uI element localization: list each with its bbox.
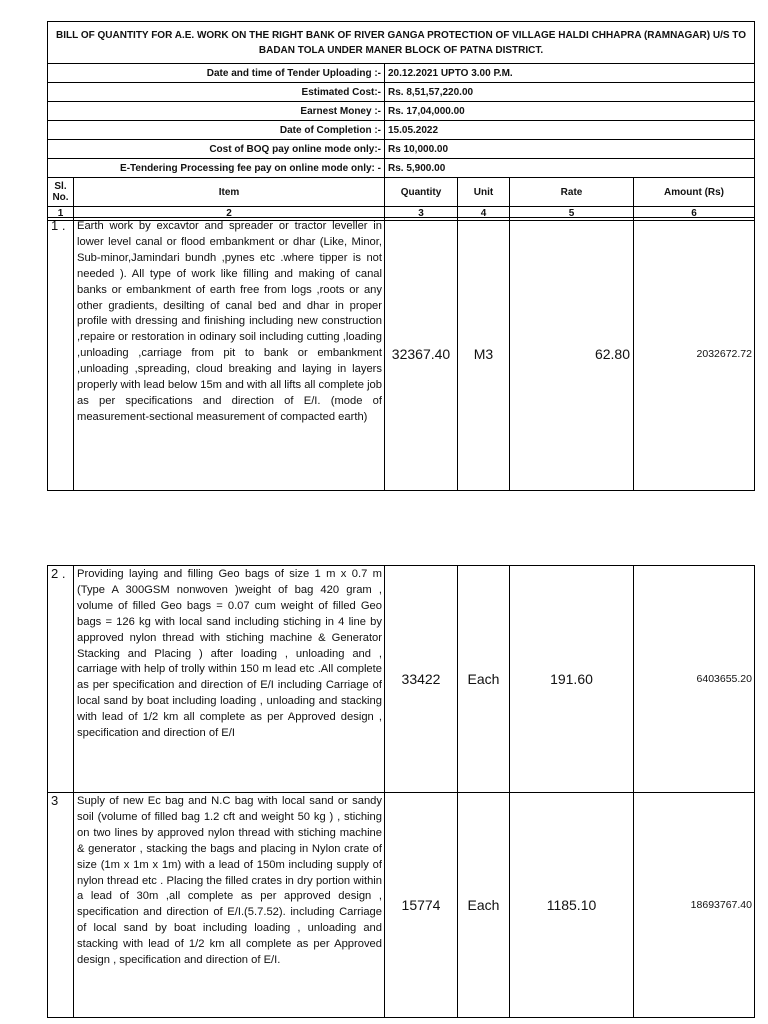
item-sl-number: 2 . [48,566,74,793]
info-value: Rs. 8,51,57,220.00 [385,83,755,102]
info-value: Rs. 17,04,000.00 [385,102,755,121]
item-description: Suply of new Ec bag and N.C bag with local sand or sandy soil (volume of filled bag 1.2 cft and weight 50 kg ) , stiching on two lines by approved nylon thread with stiching machine & generator , stacking the bags and placing in Nylon crate of size (1m x 1m x 1m) with a lead of 150m including supply of nylon thread etc . Placing the filled crates in dry portion within a lead of 30m ,all complete as per approved design , specification and direction of E/I.(5.7.52). including Carriage of local sand by boat including loading , unloading and stacking with lead of 1/2 km all complete as per Approved design , specification and direction of E/I. [74,793,385,1018]
table-row [48,218,755,491]
column-header-unit: Unit [458,178,510,207]
boq-items-table-page-1 [47,217,755,491]
boq-header-table [47,21,755,221]
item-sl-number: 3 [48,793,74,1018]
table-row [48,566,755,793]
info-row-earnest-money [48,102,755,121]
info-row-date-of-completion [48,121,755,140]
column-header-sl: Sl. No. [48,178,74,207]
item-rate: 1185.10 [510,793,634,1018]
info-label: Cost of BOQ pay online mode only:- [48,140,385,159]
column-number: 1 [48,207,74,221]
item-rate: 191.60 [510,566,634,793]
info-label: Estimated Cost:- [48,83,385,102]
item-quantity: 32367.40 [385,218,458,491]
column-header-quantity: Quantity [385,178,458,207]
item-amount: 6403655.20 [634,566,755,793]
info-value: 20.12.2021 UPTO 3.00 P.M. [385,64,755,83]
column-header-item: Item [74,178,385,207]
info-value: 15.05.2022 [385,121,755,140]
column-header-row [48,178,755,207]
item-rate: 62.80 [510,218,634,491]
item-unit: Each [458,793,510,1018]
item-quantity: 33422 [385,566,458,793]
boq-items-table-page-2 [47,565,755,1018]
item-amount: 2032672.72 [634,218,755,491]
column-header-amount: Amount (Rs) [634,178,755,207]
info-label: Date of Completion :- [48,121,385,140]
document-title: BILL OF QUANTITY FOR A.E. WORK ON THE RIGHT BANK OF RIVER GANGA PROTECTION OF VILLAGE HALDI CHHAPRA (RAMNAGAR) U/S TO BADAN TOLA UNDER MANER BLOCK OF PATNA DISTRICT. [48,22,755,64]
item-unit: M3 [458,218,510,491]
item-description: Earth work by excavtor and spreader or tractor leveller in lower level canal or flood embankment or dhar (Like, Minor, Sub-minor,Jamindari bundh ,pynes etc .where tipper is not needed ). All type of work like filling and making of canal banks or embankment of earth free from logs ,roots or any other gradients, desilting of canal bed and dhar in proper profile with dressing and finishing including new construction ,repaire or restoration in odinary soil including cutting ,loading ,unloading ,carriage from pit to bank or embankment ,unloading ,spreading, cloud breaking and laying in layers properly with lead below 15m and with all lifts all complete job as per specifications and direction of E/I. (mode of measurement-sectional measurement of compacted earth) [74,218,385,491]
column-number: 3 [385,207,458,221]
info-row-processing-fee [48,159,755,178]
info-row-tender-upload [48,64,755,83]
info-value: Rs. 5,900.00 [385,159,755,178]
info-label: Date and time of Tender Uploading :- [48,64,385,83]
column-number: 5 [510,207,634,221]
column-header-rate: Rate [510,178,634,207]
column-number: 2 [74,207,385,221]
column-number: 4 [458,207,510,221]
info-row-estimated-cost [48,83,755,102]
item-description: Providing laying and filling Geo bags of size 1 m x 0.7 m (Type A 300GSM nonwoven )weight of bag 420 gram , volume of filled Geo bags = 0.07 cum weight of filled Geo bags = 126 kg with local sand including stiching in 4 line by approved nylon thread with stiching machine & Generator Stacking and Placing ) after loading , unloading and , carriage with help of trolly within 150 m lead etc .All complete as per specification and direction of E/I including Carriage of local sand by boat including loading , unloading and stacking with lead of 1/2 km all complete as per Approved design , specification and direction of E/I [74,566,385,793]
item-amount: 18693767.40 [634,793,755,1018]
column-number: 6 [634,207,755,221]
item-unit: Each [458,566,510,793]
info-label: Earnest Money :- [48,102,385,121]
info-row-boq-cost [48,140,755,159]
info-label: E-Tendering Processing fee pay on online mode only: - [48,159,385,178]
item-sl-number: 1 . [48,218,74,491]
table-row [48,793,755,1018]
item-quantity: 15774 [385,793,458,1018]
info-value: Rs 10,000.00 [385,140,755,159]
